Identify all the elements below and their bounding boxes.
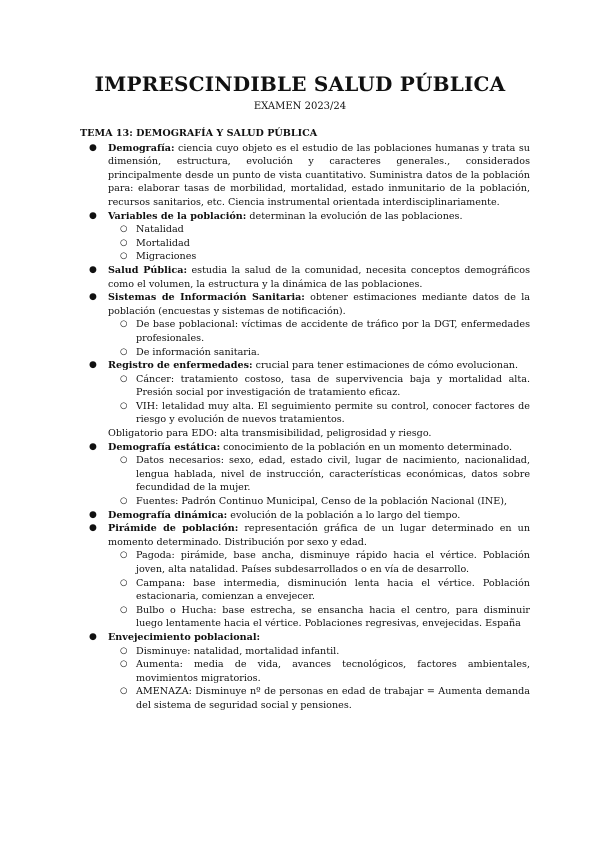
- sub-item: [80, 645, 530, 659]
- document-title: IMPRESCINDIBLE SALUD PÚBLICA: [94, 72, 506, 96]
- bullet-icon: ●: [89, 631, 97, 642]
- bullet-icon: ●: [89, 210, 97, 221]
- sub-item-text: Datos necesarios: sexo, edad, estado civil, lugar de nacimiento, nacionalidad, lengua hablada, nivel de instrucción, características económicas, datos sobre fecundidad de la mujer.: [136, 455, 530, 494]
- sub-item-text: Pagoda: pirámide, base ancha, disminuye rápido hacia el vértice. Población joven, alta natalidad. Países subdesarrollados o en vía de desarrollo.: [136, 550, 530, 575]
- item-text: crucial para tener estimaciones de cómo evolucionan.: [252, 360, 519, 372]
- sub-item: [80, 318, 530, 345]
- item-text: determinan la evolución de las poblaciones.: [246, 210, 463, 222]
- circle-bullet-icon: ○: [120, 237, 128, 248]
- bullet-icon: ●: [89, 523, 97, 534]
- circle-bullet-icon: ○: [120, 659, 128, 670]
- sub-item-text: AMENAZA: Disminuye nº de personas en edad de trabajar = Aumenta demanda del sistema de seguridad social y pensiones.: [136, 686, 530, 711]
- sub-item: [80, 373, 530, 400]
- sub-item-text: VIH: letalidad muy alta. El seguimiento permite su control, conocer factores de riesgo y evolución de nuevos tratamientos.: [136, 400, 530, 426]
- list-item-piramide: [80, 522, 530, 549]
- sub-item-text: Aumenta: media de vida, avances tecnológicos, factores ambientales, movimientos migratorios.: [136, 659, 530, 684]
- sub-item: [80, 577, 530, 604]
- item-text: conocimiento de la población en un momento determinado.: [220, 441, 513, 453]
- item-term: Salud Pública:: [108, 264, 188, 276]
- circle-bullet-icon: ○: [120, 251, 128, 262]
- bullet-icon: ●: [89, 441, 97, 452]
- sub-item-text: De información sanitaria.: [136, 346, 260, 358]
- circle-bullet-icon: ○: [120, 373, 128, 384]
- sub-item-text: Migraciones: [136, 251, 197, 263]
- item-term: Demografía estática:: [108, 441, 221, 453]
- circle-bullet-icon: ○: [120, 319, 128, 330]
- sub-item: [80, 604, 530, 631]
- circle-bullet-icon: ○: [120, 455, 128, 466]
- item-text: evolución de la población a lo largo del tiempo.: [227, 509, 461, 521]
- item-term: Demografía dinámica:: [108, 509, 228, 521]
- sub-item-text: Mortalidad: [136, 237, 190, 249]
- item-term: Demografía:: [108, 142, 175, 154]
- list-item-sistemas: [80, 291, 530, 318]
- bullet-icon: ●: [89, 264, 97, 275]
- sub-item: [80, 400, 530, 427]
- list-item-salud-publica: [80, 264, 530, 291]
- list-item-estatica: [80, 441, 530, 455]
- bullet-icon: ●: [89, 142, 97, 153]
- sub-item: [80, 223, 530, 237]
- sub-item-text: Bulbo o Hucha: base estrecha, se ensancha hacia el centro, para disminuir luego lentamente hacia el vértice. Poblaciones regresivas, envejecidas. España: [136, 604, 530, 630]
- item-term: Envejecimiento poblacional:: [108, 631, 261, 643]
- sub-item: [80, 250, 530, 264]
- sub-item: [80, 685, 530, 712]
- sub-item: [80, 346, 530, 360]
- list-item-variables: [80, 210, 530, 224]
- sub-item-text: Natalidad: [136, 224, 184, 236]
- sub-item: [80, 237, 530, 251]
- note-text: Obligatorio para EDO: alta transmisibilidad, peligrosidad y riesgo.: [108, 428, 432, 440]
- item-term: Variables de la población:: [108, 210, 247, 222]
- item-text: ciencia cuyo objeto es el estudio de las poblaciones humanas y trata su dimensión, estructura, evolución y caracteres generales., considerados principalmente desde un punto de vista cuantitativo. Suministra datos de la población para: elaborar tasas de morbilidad, mortalidad, estado inmunitario de la población, recursos sanitarios, etc. Ciencia instrumental orientada interdisciplinariamente.: [108, 142, 530, 208]
- circle-bullet-icon: ○: [120, 577, 128, 588]
- item-text: estudia la salud de la comunidad, necesita conceptos demográficos como el volumen, la estructura y la dinámica de las poblaciones.: [108, 264, 530, 290]
- circle-bullet-icon: ○: [120, 645, 128, 656]
- sub-item: [80, 549, 530, 576]
- circle-bullet-icon: ○: [120, 346, 128, 357]
- document-subtitle: EXAMEN 2023/24: [253, 101, 347, 112]
- sub-item-text: Campana: base intermedia, disminución lenta hacia el vértice. Población estacionaria, comienzan a envejecer.: [136, 577, 530, 603]
- document-body: [80, 127, 530, 713]
- circle-bullet-icon: ○: [120, 604, 128, 615]
- circle-bullet-icon: ○: [120, 496, 128, 507]
- circle-bullet-icon: ○: [120, 400, 128, 411]
- item-text: obtener estimaciones mediante datos de la población (encuestas y sistemas de notificación).: [108, 292, 530, 317]
- bullet-icon: ●: [89, 292, 97, 303]
- sub-item-text: Fuentes: Padrón Continuo Municipal, Censo de la población Nacional (INE),: [136, 496, 508, 508]
- sub-item: [80, 454, 530, 495]
- item-term: Registro de enfermedades:: [108, 360, 253, 372]
- bullet-icon: ●: [89, 509, 97, 520]
- sub-item: [80, 658, 530, 685]
- list-item-dinamica: [80, 509, 530, 523]
- sub-item-text: De base poblacional: víctimas de accidente de tráfico por la DGT, enfermedades profesionales.: [136, 319, 530, 344]
- circle-bullet-icon: ○: [120, 550, 128, 561]
- item-term: Sistemas de Información Sanitaria:: [108, 292, 305, 304]
- sub-item-text: Disminuye: natalidad, mortalidad infantil.: [136, 645, 340, 657]
- item-text: representación gráfica de un lugar determinado en un momento determinado. Distribución por sexo y edad.: [108, 523, 530, 548]
- sub-item: [80, 495, 530, 509]
- list-item-demografia: [80, 142, 530, 210]
- sub-item-text: Cáncer: tratamiento costoso, tasa de supervivencia baja y mortalidad alta. Presión social por investigación de tratamiento eficaz.: [136, 373, 530, 399]
- bullet-icon: ●: [89, 360, 97, 371]
- section-heading: TEMA 13: DEMOGRAFÍA Y SALUD PÚBLICA: [80, 128, 318, 139]
- list-item-envejecimiento: [80, 631, 530, 645]
- topic-list: [80, 142, 530, 713]
- item-term: Pirámide de población:: [108, 523, 239, 535]
- circle-bullet-icon: ○: [120, 686, 128, 697]
- list-item-registro: [80, 359, 530, 373]
- circle-bullet-icon: ○: [120, 224, 128, 235]
